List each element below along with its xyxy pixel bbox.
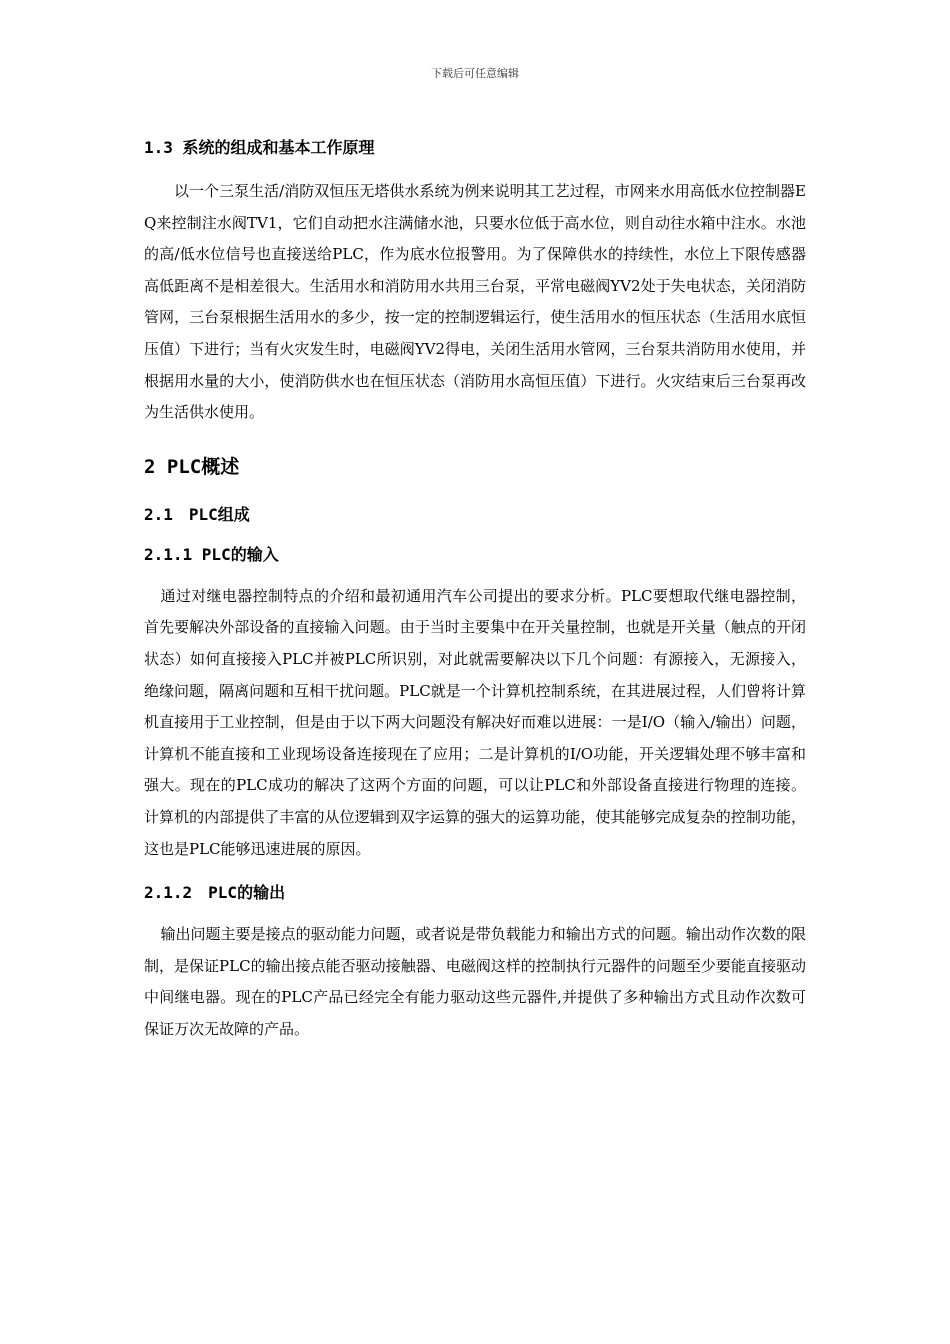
section-2-1-2-paragraph: 输出问题主要是接点的驱动能力问题，或者说是带负载能力和输出方式的问题。输出动作次数的限制，是保证PLC的输出接点能否驱动接触器、电磁阀这样的控制执行元器件的问题至少要能直接驱动中间继电器。现在的PLC产品已经完全有能力驱动这些元器件,并提供了多种输出方式且动作次数可保证万次无故障的产品。 [144,925,806,1038]
section-2-1-1-paragraph: 通过对继电器控制特点的介绍和最初通用汽车公司提出的要求分析。PLC要想取代继电器控制，首先要解决外部设备的直接输入问题。由于当时主要集中在开关量控制，也就是开关量（触点的开闭状态）如何直接接入PLC并被PLC所识别，对此就需要解决以下几个问题：有源接入，无源接入，绝缘问题，隔离问题和互相干扰问题。PLC就是一个计算机控制系统，在其进展过程，人们曾将计算机直接用于工业控制，但是由于以下两大问题没有解决好而难以进展：一是I/O（输入/输出）问题，计算机不能直接和工业现场设备连接现在了应用；二是计算机的I/O功能，开关逻辑处理不够丰富和强大。现在的PLC成功的解决了这两个方面的问题，可以让PLC和外部设备直接进行物理的连接。计算机的内部提供了丰富的从位逻辑到双字运算的强大的运算功能，使其能够完成复杂的控制功能，这也是PLC能够迅速进展的原因。 [144,586,806,858]
section-heading-2-1-2: 2.1.2 PLC的输出 [144,883,286,903]
page-header-note: 下载后可任意编辑 [431,67,519,80]
section-heading-1-3: 1.3 系统的组成和基本工作原理 [144,138,375,157]
document-body [144,136,806,1045]
section-heading-2: 2 PLC概述 [144,455,240,478]
section-heading-2-1-1: 2.1.1 PLC的输入 [144,544,279,564]
section-1-3-paragraph: 以一个三泵生活/消防双恒压无塔供水系统为例来说明其工艺过程，市网来水用高低水位控制器EQ来控制注水阀TV1，它们自动把水注满储水池，只要水位低于高水位，则自动往水箱中注水。水池的高/低水位信号也直接送给PLC，作为底水位报警用。为了保障供水的持续性，水位上下限传感器高低距离不是相差很大。生活用水和消防用水共用三台泵，平常电磁阀YV2处于失电状态，关闭消防管网，三台泵根据生活用水的多少，按一定的控制逻辑运行，使生活用水的恒压状态（生活用水底恒压值）下进行；当有火灾发生时，电磁阀YV2得电，关闭生活用水管网，三台泵共消防用水使用，并根据用水量的大小，使消防供水也在恒压状态（消防用水高恒压值）下进行。火灾结束后三台泵再改为生活供水使用。 [144,182,806,422]
section-heading-2-1: 2.1 PLC组成 [144,504,250,524]
